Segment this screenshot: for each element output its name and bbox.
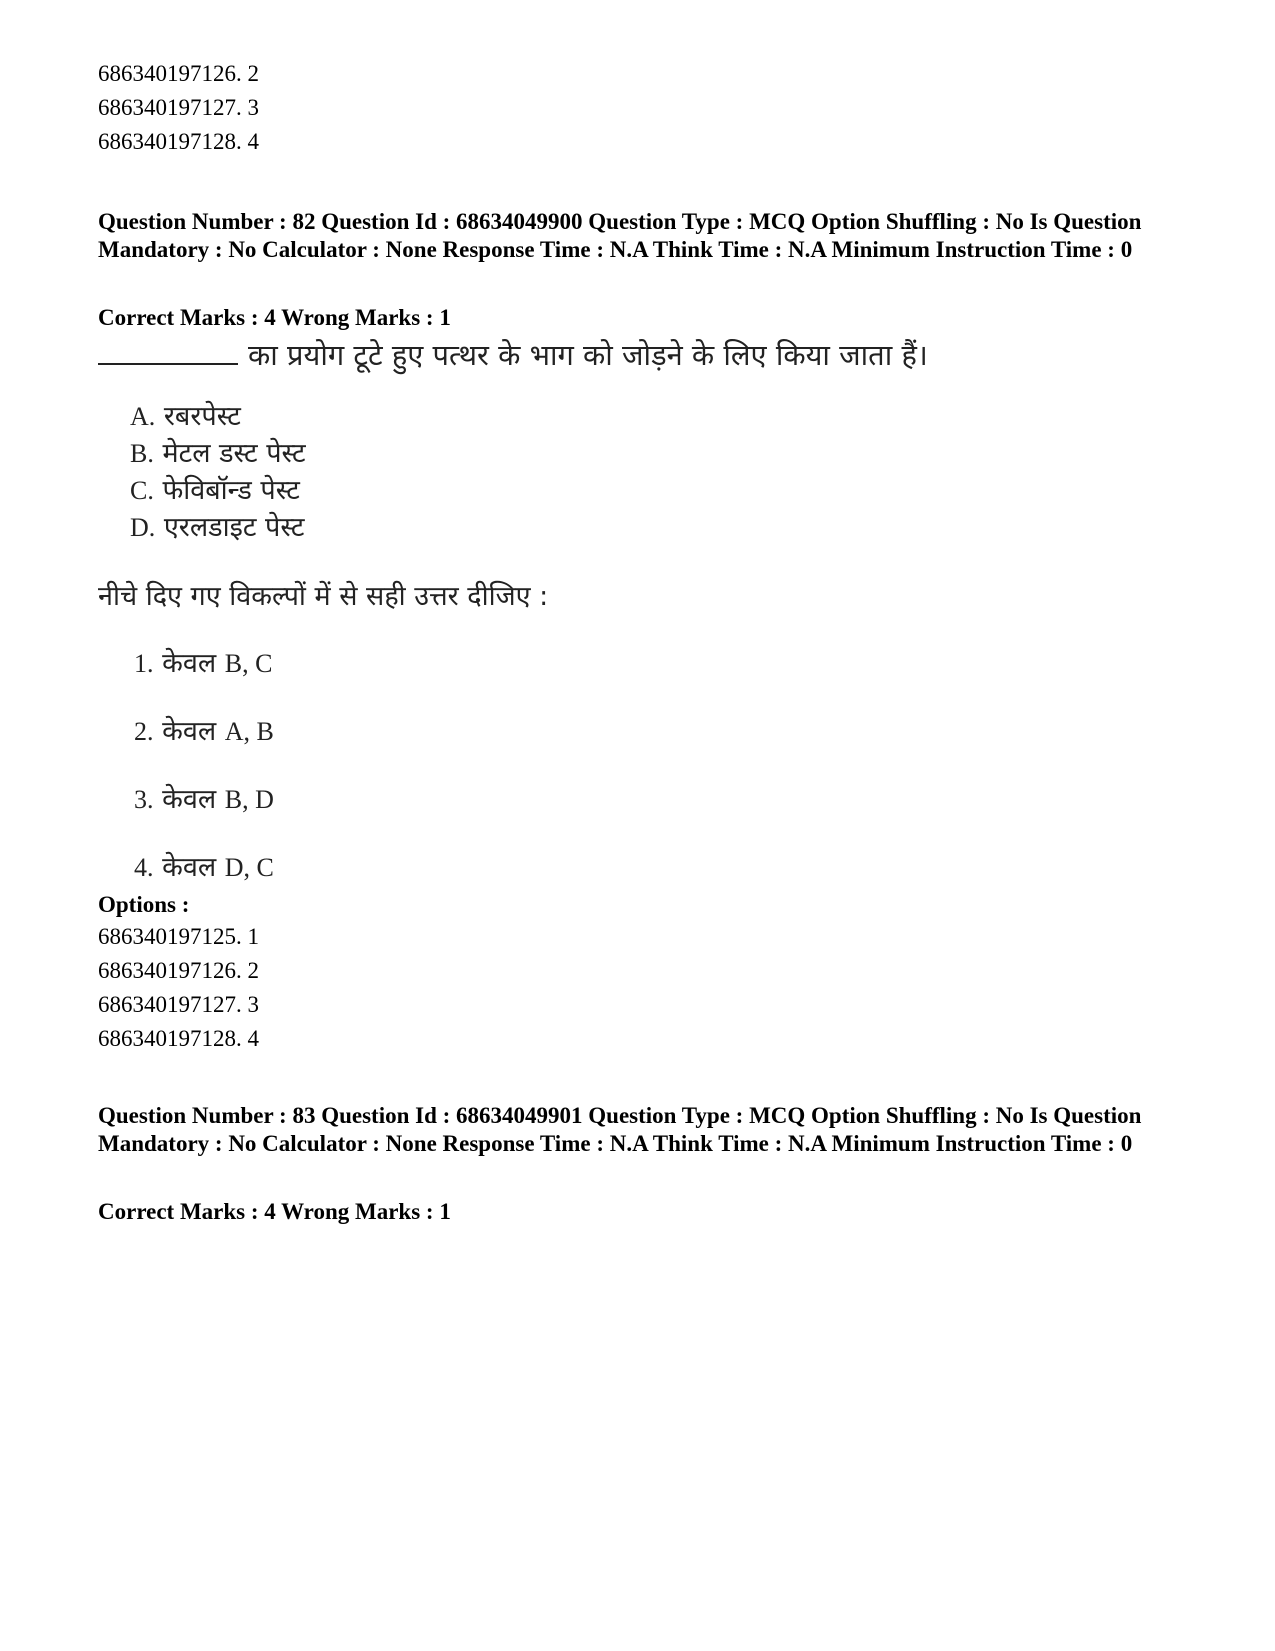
answer-letters: B, D [224, 785, 274, 814]
choice-letter: C. [130, 476, 154, 505]
option-line: 686340197128. 4 [98, 129, 259, 154]
question-82-instruction: नीचे दिए गए विकल्पों में से सही उत्तर दीजिए : [98, 581, 549, 612]
choice-text: रबरपेस्ट [163, 401, 241, 432]
choice-b [130, 435, 306, 472]
option-line: 686340197126. 2 [98, 61, 259, 86]
choice-text: एरलडाइट पेस्ट [163, 512, 305, 543]
answer-word: केवल [162, 716, 217, 747]
question-82-marks: Correct Marks : 4 Wrong Marks : 1 [98, 305, 451, 330]
choice-d [130, 509, 306, 546]
option-line: 686340197127. 3 [98, 95, 259, 120]
answer-word: केवल [162, 784, 217, 815]
answer-letters: B, C [224, 649, 273, 678]
answer-number: 4. [134, 853, 154, 882]
choice-text: फेविबॉन्ड पेस्ट [162, 475, 300, 506]
choice-a [130, 398, 306, 435]
answer-word: केवल [162, 852, 217, 883]
choice-letter: A. [130, 402, 156, 431]
options-heading: Options : [98, 892, 190, 917]
answer-option-3 [134, 781, 274, 849]
question-83-meta: Question Number : 83 Question Id : 68634049901 Question Type : MCQ Option Shuffling : No Is Question Mandatory : No Calculator : None Response Time : N.A Think Time : N.A Minimum Instruction Time : 0 [98, 1103, 1142, 1156]
option-line: 686340197126. 2 [98, 958, 259, 983]
answer-letters: A, B [224, 717, 274, 746]
option-line: 686340197128. 4 [98, 1026, 259, 1051]
fill-in-blank [98, 333, 238, 365]
option-line: 686340197127. 3 [98, 992, 259, 1017]
option-line: 686340197125. 1 [98, 924, 259, 949]
question-82-choices [130, 398, 306, 546]
question-83-marks: Correct Marks : 4 Wrong Marks : 1 [98, 1199, 451, 1224]
answer-option-1 [134, 645, 274, 713]
answer-letters: D, C [224, 853, 274, 882]
answer-number: 3. [134, 785, 154, 814]
answer-number: 2. [134, 717, 154, 746]
question-82-answers [134, 645, 274, 917]
choice-c [130, 472, 306, 509]
carryover-options-list [98, 57, 259, 159]
choice-text: मेटल डस्ट पेस्ट [162, 438, 306, 469]
answer-option-2 [134, 713, 274, 781]
question-82-meta: Question Number : 82 Question Id : 68634049900 Question Type : MCQ Option Shuffling : No Is Question Mandatory : No Calculator : None Response Time : N.A Think Time : N.A Minimum Instruction Time : 0 [98, 209, 1142, 262]
question-82-stem [98, 333, 928, 375]
choice-letter: B. [130, 439, 154, 468]
question-82-options-list [98, 920, 259, 1056]
answer-word: केवल [162, 648, 217, 679]
answer-number: 1. [134, 649, 154, 678]
choice-letter: D. [130, 513, 156, 542]
question-82-stem-text: का प्रयोग टूटे हुए पत्थर के भाग को जोड़ने के लिए किया जाता हैं। [248, 338, 928, 372]
